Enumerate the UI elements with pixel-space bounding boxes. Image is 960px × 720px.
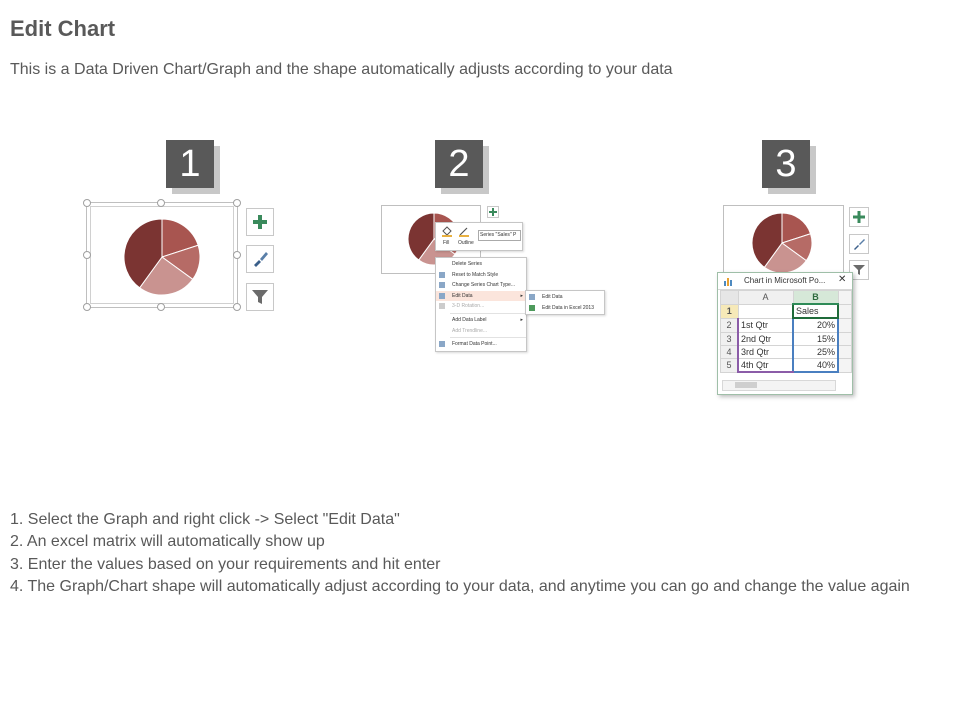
step-badge-2: 2 xyxy=(435,140,483,188)
instruction-step-4: 4. The Graph/Chart shape will automatically adjust according to your data, and anytime you can go and change the value again xyxy=(10,578,910,596)
pie-chart-3[interactable] xyxy=(724,206,843,272)
context-menu xyxy=(435,257,527,352)
cell-a2[interactable]: 1st Qtr xyxy=(738,318,793,332)
plus-icon xyxy=(252,214,268,230)
menu-item-delete-series[interactable]: Delete Series xyxy=(452,261,483,267)
chart-icon xyxy=(724,277,734,286)
outline-icon[interactable] xyxy=(458,225,470,237)
menu-item-add-trendline: Add Trendline... xyxy=(452,327,488,334)
cell-b1[interactable]: Sales xyxy=(793,304,838,318)
row-header[interactable]: 4 xyxy=(721,345,739,358)
resize-handle[interactable] xyxy=(233,251,241,259)
fill-icon[interactable] xyxy=(441,225,453,237)
column-header-a[interactable]: A xyxy=(738,291,793,305)
fill-label: Fill xyxy=(443,240,450,246)
edit-data-submenu xyxy=(525,290,605,315)
horizontal-scrollbar[interactable] xyxy=(722,380,836,391)
chart-styles-button[interactable] xyxy=(246,245,274,273)
menu-item-add-data-label[interactable]: Add Data Label ▸ xyxy=(436,315,526,326)
instruction-step-3: 3. Enter the values based on your requirements and hit enter xyxy=(10,555,441,573)
resize-handle[interactable] xyxy=(233,199,241,207)
resize-handle[interactable] xyxy=(83,199,91,207)
mini-toolbar xyxy=(435,222,523,251)
resize-handle[interactable] xyxy=(83,303,91,311)
row-header[interactable]: 2 xyxy=(721,318,739,332)
brush-icon xyxy=(853,238,865,250)
plus-icon xyxy=(489,208,497,216)
cell-a5[interactable]: 4th Qtr xyxy=(738,358,793,372)
menu-item-change-chart-type[interactable]: Change Series Chart Type... xyxy=(436,280,526,291)
step-badge-1: 1 xyxy=(166,140,214,188)
row-header[interactable]: 5 xyxy=(721,358,739,372)
excel-window-title: Chart in Microsoft Po... xyxy=(744,276,826,285)
menu-item-format-data-point[interactable]: Format Data Point... xyxy=(436,339,526,350)
scrollbar-track[interactable] xyxy=(838,332,851,345)
instruction-step-2: 2. An excel matrix will automatically show up xyxy=(10,533,325,551)
format-icon xyxy=(439,341,445,347)
rotation-icon xyxy=(439,303,445,309)
excel-grid xyxy=(720,290,852,373)
resize-handle[interactable] xyxy=(83,251,91,259)
cell-b4[interactable]: 25% xyxy=(793,345,838,358)
resize-handle[interactable] xyxy=(157,199,165,207)
close-icon[interactable]: ✕ xyxy=(838,274,847,285)
outline-label: Outline xyxy=(458,240,474,246)
chart-styles-button[interactable] xyxy=(849,234,869,254)
scrollbar-track[interactable] xyxy=(838,345,851,358)
column-header-b[interactable]: B xyxy=(793,291,838,305)
cell-a1[interactable] xyxy=(738,304,793,318)
chart-elements-button[interactable] xyxy=(849,207,869,227)
chart-elements-button[interactable] xyxy=(487,206,499,218)
table-icon xyxy=(529,294,535,300)
menu-item-reset-style[interactable]: Reset to Match Style xyxy=(436,270,526,281)
cell-a3[interactable]: 2nd Qtr xyxy=(738,332,793,345)
submenu-edit-data-excel[interactable]: Edit Data in Excel 2013 xyxy=(526,303,604,314)
series-dropdown[interactable]: Series "Sales" P xyxy=(478,230,521,241)
excel-titlebar xyxy=(718,273,852,290)
submenu-arrow-icon: ▸ xyxy=(520,316,523,323)
chart-filters-button[interactable] xyxy=(246,283,274,311)
plus-icon xyxy=(853,211,865,223)
chart-frame-3[interactable] xyxy=(723,205,844,273)
scrollbar-track[interactable] xyxy=(838,318,851,332)
menu-item-3d-rotation: 3-D Rotation... xyxy=(436,301,526,312)
page-subtitle: This is a Data Driven Chart/Graph and the shape automatically adjusts according to your data xyxy=(10,61,673,78)
menu-item-edit-data[interactable]: Edit Data ▸ xyxy=(436,291,526,302)
excel-icon xyxy=(529,305,535,311)
brush-icon xyxy=(251,250,269,268)
select-all-corner[interactable] xyxy=(721,291,739,305)
funnel-icon xyxy=(853,264,865,276)
resize-handle[interactable] xyxy=(157,303,165,311)
reset-icon xyxy=(439,272,445,278)
step-badge-3: 3 xyxy=(762,140,810,188)
scrollbar-down[interactable] xyxy=(838,358,851,372)
page-title: Edit Chart xyxy=(10,16,116,41)
cell-b5[interactable]: 40% xyxy=(793,358,838,372)
excel-window[interactable] xyxy=(717,272,853,395)
scrollbar-thumb[interactable] xyxy=(735,382,757,388)
instructions-list xyxy=(10,509,940,599)
chart-elements-button[interactable] xyxy=(246,208,274,236)
submenu-edit-data[interactable]: Edit Data xyxy=(526,292,604,303)
scrollbar-track[interactable] xyxy=(838,304,851,318)
row-header[interactable]: 1 xyxy=(721,304,739,318)
instruction-step-1: 1. Select the Graph and right click -> Select "Edit Data" xyxy=(10,511,400,528)
cell-b3[interactable]: 15% xyxy=(793,332,838,345)
row-header[interactable]: 3 xyxy=(721,332,739,345)
scrollbar-up[interactable] xyxy=(838,291,851,305)
submenu-arrow-icon: ▸ xyxy=(520,292,523,299)
pie-chart-1[interactable] xyxy=(87,203,237,307)
resize-handle[interactable] xyxy=(233,303,241,311)
table-icon xyxy=(439,293,445,299)
chart-type-icon xyxy=(439,282,445,288)
chart-frame-1[interactable] xyxy=(86,202,238,308)
cell-b2[interactable]: 20% xyxy=(793,318,838,332)
funnel-icon xyxy=(251,288,269,306)
cell-a4[interactable]: 3rd Qtr xyxy=(738,345,793,358)
